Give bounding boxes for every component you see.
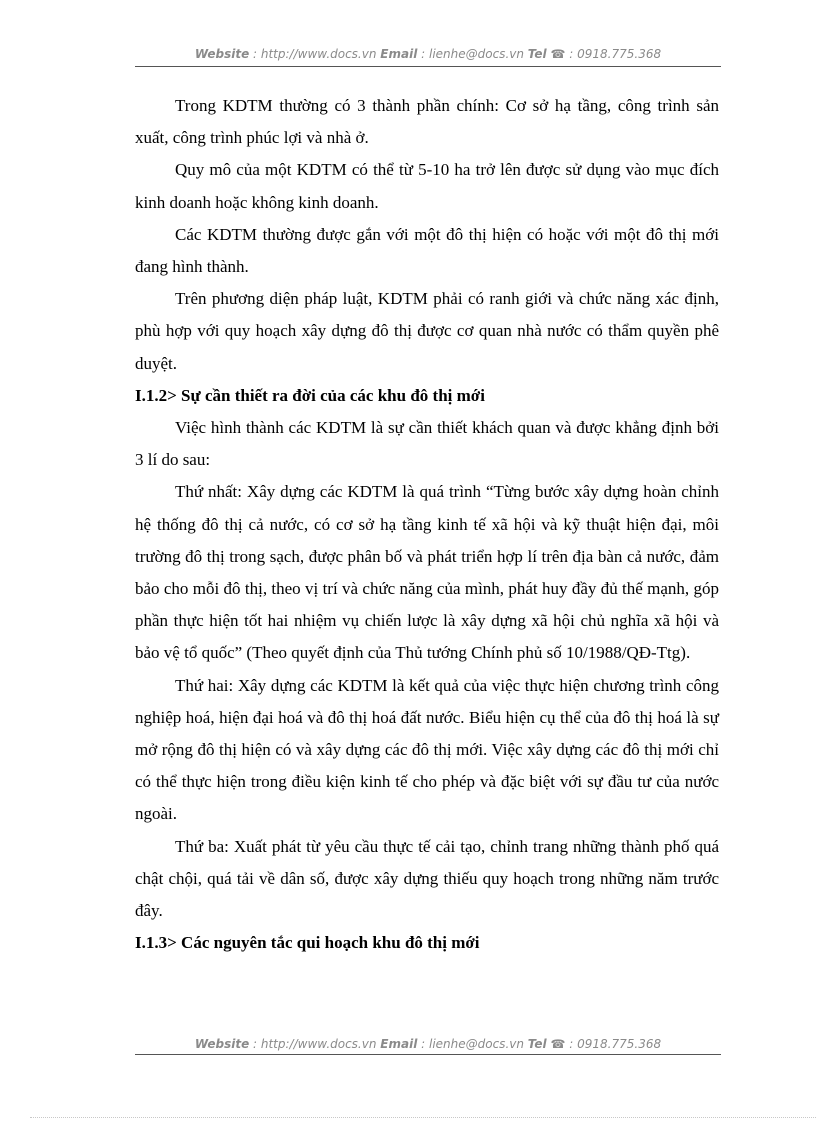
- page-footer: [135, 1037, 721, 1051]
- page-header: [135, 47, 721, 61]
- paragraph-attachment: Các KDTM thường được gắn với một đô thị hiện có hoặc với một đô thị mới đang hình thành.: [135, 224, 719, 277]
- paragraph-scale: Quy mô của một KDTM có thể từ 5-10 ha trở lên được sử dụng vào mục đích kinh doanh hoặc không kinh doanh.: [135, 160, 719, 212]
- header-tel-value: : 0918.775.368: [565, 47, 662, 61]
- header-email-label: Email: [380, 47, 418, 61]
- header-tel-label: Tel: [527, 47, 547, 61]
- page-bottom-dotted-line: [30, 1117, 816, 1118]
- document-body: [135, 90, 719, 959]
- paragraph-reason-second: Thứ hai: Xây dựng các KDTM là kết quả của việc thực hiện chương trình công nghiệp hoá, hiện đại hoá và đô thị hoá đất nước. Biểu hiện cụ thể của đô thị hoá là sự mở rộng đô thị hiện có và xây dựng các đô thị mới. Việc xây dựng các đô thị mới chỉ có thể thực hiện trong điều kiện kinh tế cho phép và đặc biệt với sự đầu tư của nước ngoài.: [135, 675, 719, 824]
- header-website-label: Website: [194, 47, 250, 61]
- footer-email-value: : lienhe@docs.vn: [417, 1037, 528, 1051]
- phone-icon: ☎: [550, 1037, 566, 1051]
- footer-tel-label: Tel: [527, 1037, 547, 1051]
- footer-rule: [135, 1054, 721, 1055]
- paragraph-reasons-intro: Việc hình thành các KDTM là sự cần thiết khách quan và được khẳng định bởi 3 lí do sau:: [135, 418, 719, 470]
- section-heading-principles: I.1.3> Các nguyên tắc qui hoạch khu đô thị mới: [135, 933, 480, 953]
- footer-website-label: Website: [194, 1037, 250, 1051]
- paragraph-reason-first: Thứ nhất: Xây dựng các KDTM là quá trình “Từng bước xây dựng hoàn chỉnh hệ thống đô thị cả nước, có cơ sở hạ tầng kinh tế xã hội và kỹ thuật hiện đại, môi trường đô thị trong sạch, được phân bố và phát triển hợp lí trên địa bàn cả nước, đảm bảo cho mỗi đô thị, theo vị trí và chức năng của mình, phát huy đầy đủ thế mạnh, góp phần thực hiện tốt hai nhiệm vụ chiến lược là xây dựng xã hội chủ nghĩa xã hội và bảo vệ tổ quốc” (Theo quyết định của Thủ tướng Chính phủ số 10/1988/QĐ-Ttg).: [135, 482, 719, 663]
- paragraph-legal: Trên phương diện pháp luật, KDTM phải có ranh giới và chức năng xác định, phù hợp với quy hoạch xây dựng đô thị được cơ quan nhà nước có thẩm quyền phê duyệt.: [135, 289, 719, 373]
- header-email-value: : lienhe@docs.vn: [417, 47, 528, 61]
- paragraph-reason-third: Thứ ba: Xuất phát từ yêu cầu thực tế cải tạo, chỉnh trang những thành phố quá chật chội, quá tải về dân số, được xây dựng thiếu quy hoạch trong những năm trước đây.: [135, 836, 719, 921]
- section-heading-necessity: I.1.2> Sự cần thiết ra đời của các khu đô thị mới: [135, 385, 485, 405]
- footer-website-value: : http://www.docs.vn: [249, 1037, 381, 1051]
- footer-email-label: Email: [380, 1037, 418, 1051]
- footer-tel-value: : 0918.775.368: [565, 1037, 662, 1051]
- phone-icon: ☎: [550, 47, 566, 61]
- header-website-value: : http://www.docs.vn: [249, 47, 381, 61]
- header-rule: [135, 66, 721, 67]
- paragraph-components: Trong KDTM thường có 3 thành phần chính: Cơ sở hạ tầng, công trình sản xuất, công trình phúc lợi và nhà ở.: [135, 96, 719, 148]
